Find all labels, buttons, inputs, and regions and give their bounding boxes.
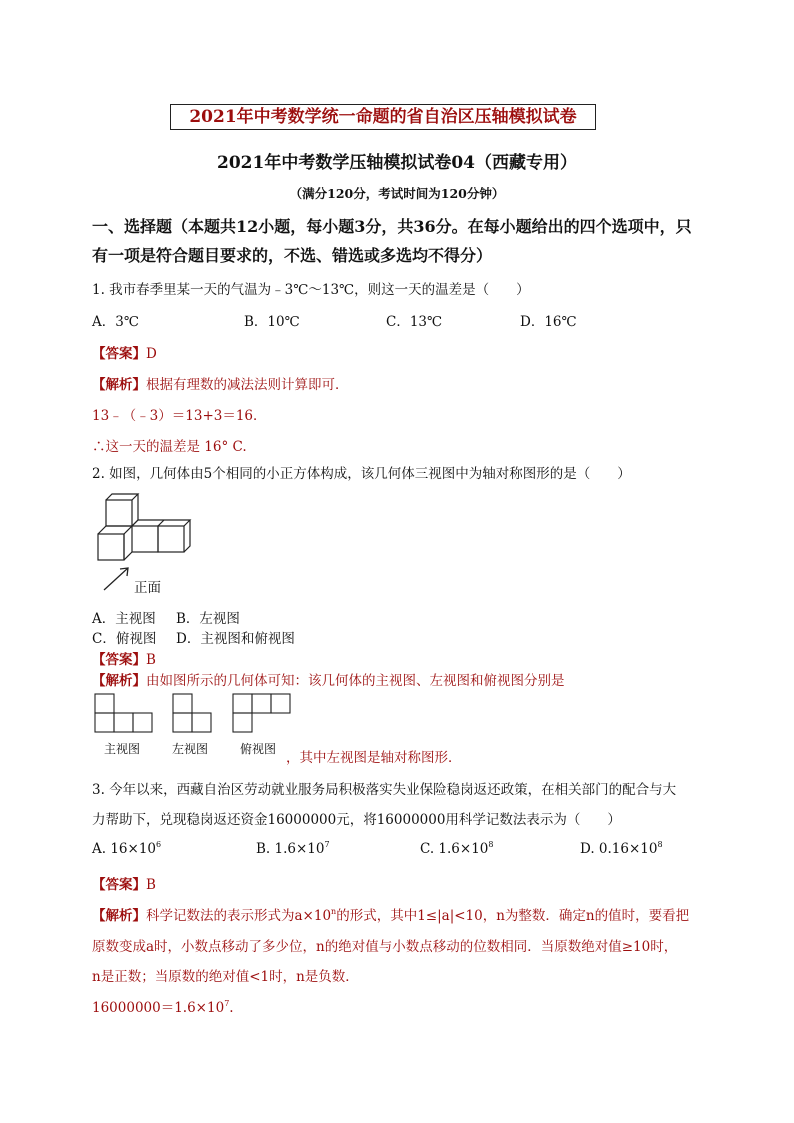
q1-option-b: B．10℃ bbox=[244, 314, 300, 330]
q2-stem: 2. 如图，几何体由5个相同的小正方体构成，该几何体三视图中为轴对称图形的是（ ） bbox=[92, 466, 631, 482]
top-view-label: 俯视图 bbox=[240, 742, 277, 756]
answer-tag: 【答案】 bbox=[92, 346, 146, 362]
cube-bottom-right bbox=[158, 526, 184, 552]
q2-option-c: C．俯视图 bbox=[92, 631, 157, 647]
analysis-tag: 【解析】 bbox=[92, 908, 146, 924]
cube-bottom-left-top bbox=[98, 526, 132, 534]
q1-calc: 13﹣（﹣3）＝13+3＝16． bbox=[92, 408, 267, 424]
q3-answer bbox=[92, 873, 156, 893]
top-view bbox=[233, 694, 290, 732]
q1-option-c: C．13℃ bbox=[386, 314, 443, 330]
q2-three-views bbox=[94, 692, 294, 736]
answer-value: D bbox=[146, 346, 157, 362]
q3-stem-line1: 3. 今年以来，西藏自治区劳动就业服务局积极落实失业保险稳岗返还政策，在相关部门的配合与大 bbox=[92, 782, 677, 798]
q1-answer bbox=[92, 342, 157, 362]
left-view-label: 左视图 bbox=[172, 742, 209, 756]
cube-top-top bbox=[106, 494, 138, 500]
answer-value: B bbox=[146, 652, 156, 668]
front-view bbox=[95, 694, 152, 732]
section-heading bbox=[92, 212, 692, 270]
section-heading-line1: 一、选择题（本题共12小题，每小题3分，共36分。在每小题给出的四个选项中，只 bbox=[92, 217, 692, 236]
front-arrow bbox=[104, 568, 128, 590]
page-subtitle: （满分120分，考试时间为120分钟） bbox=[289, 186, 505, 201]
q3-analysis-line1: 【解析】科学记数法的表示形式为$a\times 10^n$的形式，其中1≤|a|<10，n为整数．确定n的值时，要看把 bbox=[92, 907, 690, 924]
q2-answer bbox=[92, 648, 156, 668]
q1-analysis bbox=[92, 373, 349, 393]
q1-conclusion: ∴这一天的温差是 16° C. bbox=[92, 439, 247, 455]
answer-tag: 【答案】 bbox=[92, 652, 146, 668]
q2-analysis-end: ，其中左视图是轴对称图形． bbox=[286, 750, 462, 766]
q1-option-d: D．16℃ bbox=[520, 314, 577, 330]
q2-option-a: A．主视图 bbox=[92, 611, 156, 627]
q2-option-d: D．主视图和俯视图 bbox=[176, 631, 295, 647]
analysis-tag: 【解析】 bbox=[92, 377, 146, 393]
answer-tag: 【答案】 bbox=[92, 877, 146, 893]
cube-bottom-left bbox=[98, 534, 124, 560]
q3-option-c: C. $1.6\times 10^8$ bbox=[420, 840, 494, 857]
q3-option-b: B. $1.6\times 10^7$ bbox=[256, 840, 330, 857]
analysis-tag: 【解析】 bbox=[92, 673, 146, 689]
q3-option-d: D. $0.16\times 10^8$ bbox=[580, 840, 663, 857]
exam-series-banner: 2021年中考数学统一命题的省自治区压轴模拟试卷 bbox=[170, 104, 596, 130]
q3-analysis-line2: 原数变成a时，小数点移动了多少位，n的绝对值与小数点移动的位数相同．当原数绝对值≥10时， bbox=[92, 939, 678, 955]
front-view-label: 主视图 bbox=[104, 742, 141, 756]
q1-option-a: A．3℃ bbox=[92, 314, 139, 330]
q3-option-a: A. $16\times 10^6$ bbox=[92, 840, 162, 857]
q3-stem-line2: 力帮助下，兑现稳岗返还资金16000000元，将16000000用科学记数法表示为（ ） bbox=[92, 812, 621, 828]
left-view bbox=[173, 694, 211, 732]
q2-option-b: B．左视图 bbox=[176, 611, 240, 627]
q3-result: $16000000=1.6\times 10^7$. bbox=[92, 999, 234, 1016]
page-title: 2021年中考数学压轴模拟试卷04（西藏专用） bbox=[217, 153, 577, 173]
cube-bottom-mid bbox=[132, 526, 158, 552]
answer-value: B bbox=[146, 877, 156, 893]
q2-figure-label: 正面 bbox=[134, 580, 161, 596]
q2-analysis bbox=[92, 669, 565, 689]
q3-analysis-line3: n是正数；当原数的绝对值<1时，n是负数． bbox=[92, 969, 359, 985]
section-heading-line2: 有一项是符合题目要求的，不选、错选或多选均不得分） bbox=[92, 246, 493, 265]
cube-top-front bbox=[106, 500, 132, 526]
q1-stem: 1. 我市春季里某一天的气温为﹣3℃～13℃，则这一天的温差是（ ） bbox=[92, 282, 530, 298]
analysis-text: 根据有理数的减法法则计算即可． bbox=[146, 377, 349, 393]
analysis-text: 由如图所示的几何体可知：该几何体的主视图、左视图和俯视图分别是 bbox=[146, 673, 565, 689]
